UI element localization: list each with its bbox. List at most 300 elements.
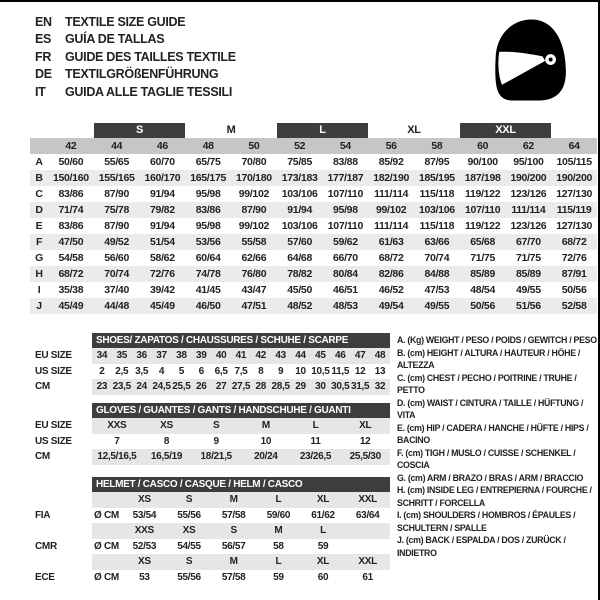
lang-title: GUIDE DES TAILLES TEXTILE [65, 49, 236, 64]
row-letter: I [37, 284, 41, 296]
value-cell: XS [160, 420, 173, 432]
measure-cell: 48/53 [332, 300, 358, 312]
row-values [92, 348, 390, 364]
value-cell: 10 [295, 365, 306, 377]
value-cell: 36 [136, 350, 147, 362]
value-cell: 58 [273, 540, 284, 552]
row-letter: F [35, 236, 43, 248]
lang-title: TEXTILE SIZE GUIDE [65, 14, 186, 29]
size-group-spacer [48, 123, 94, 138]
row-letter: A [35, 156, 43, 168]
measure-row-j [30, 298, 597, 314]
size-cell: 62 [522, 140, 534, 152]
measure-cell: 173/183 [281, 172, 318, 184]
value-cell: 46 [334, 350, 346, 362]
measure-cell: 103/106 [281, 188, 318, 200]
value-cell: 44 [295, 350, 306, 362]
lang-title: GUIDA ALLE TAGLIE TESSILI [65, 84, 233, 99]
measure-cell: 160/170 [144, 172, 181, 184]
value-cell: 10,5 [311, 365, 330, 377]
measure-cell: 82/86 [378, 268, 404, 280]
row-label [30, 492, 92, 508]
row-label [30, 523, 92, 539]
value-cell: 27,5 [231, 381, 251, 393]
value-cell: 6 [198, 365, 204, 377]
measure-row-b [30, 170, 597, 186]
textile-size-table [30, 122, 597, 314]
value-cell: L [275, 494, 282, 506]
measure-cell: 127/130 [556, 220, 593, 232]
value-cell: 23/26,5 [299, 451, 332, 463]
size-cell: 54 [339, 140, 351, 152]
value-cell: 61/62 [311, 509, 335, 521]
measure-cell: 70/80 [241, 156, 267, 168]
row-values [92, 449, 390, 465]
gloves-table [30, 403, 390, 465]
size-cell: 42 [65, 140, 77, 152]
value-cell: 45 [315, 350, 326, 362]
measure-cell: 68/72 [58, 268, 84, 280]
row-values [92, 570, 390, 586]
measure-cell: 80/84 [332, 268, 358, 280]
numeric-sizes-row [30, 138, 597, 154]
helmet-table [30, 477, 390, 585]
measure-cell: 115/118 [419, 188, 455, 200]
legend-item: J. (cm) BACK / ESPALDA / DOS / ZURÜCK / INDIETRO [397, 535, 566, 558]
measure-row-e [30, 218, 597, 234]
measure-cell: 99/102 [238, 220, 270, 232]
helmet-icon [484, 12, 574, 108]
row-values [92, 434, 390, 450]
lang-row-de [35, 66, 236, 84]
size-cell: 46 [156, 140, 168, 152]
value-cell: XL [359, 420, 372, 432]
size-group-xl: XL [407, 123, 421, 136]
value-cell: 24 [136, 381, 147, 393]
language-header [35, 13, 236, 101]
measure-cell: 85/92 [378, 156, 404, 168]
value-cell: 29 [295, 381, 306, 393]
measure-cell: 99/102 [375, 204, 407, 216]
value-cell: S [230, 525, 237, 537]
size-group-spacer [551, 123, 597, 138]
measure-cell: 103/106 [418, 204, 455, 216]
measure-cell: 47/53 [424, 284, 450, 296]
row-letter: B [35, 172, 43, 184]
value-cell: 16,5/19 [150, 451, 183, 463]
measure-cell: 49/55 [424, 300, 450, 312]
value-cell: XXL [358, 556, 377, 568]
size-label-row [30, 554, 390, 570]
measure-cell: 67/70 [515, 236, 541, 248]
size-cell: 44 [111, 140, 123, 152]
value-cell: 25,5/30 [349, 451, 381, 463]
row-eu-size [30, 348, 390, 364]
value-cell: 18/21,5 [200, 451, 232, 463]
unit-cell: Ø CM [94, 571, 119, 583]
value-cell: 4 [158, 365, 165, 377]
row-label: EU SIZE [35, 420, 72, 432]
value-cell: 9 [278, 365, 284, 377]
measure-cell: 170/180 [235, 172, 272, 184]
value-cell: XXS [134, 525, 154, 537]
legend-item: E. (cm) HIP / CADERA / HANCHE / HÜFTE / HIPS / BACINO [397, 422, 589, 445]
value-cell: XL [316, 556, 330, 568]
row-values [92, 523, 390, 539]
measure-cell: 47/50 [58, 236, 84, 248]
lang-row-en [35, 13, 236, 31]
value-cell: 12,5/16,5 [97, 451, 137, 463]
measure-cell: 53/56 [195, 236, 221, 248]
measure-cell: 187/198 [464, 172, 501, 184]
value-cell: XS [137, 494, 151, 506]
row-cm [30, 379, 390, 395]
value-cell: 48 [374, 350, 386, 362]
value-cell: 59/60 [266, 509, 291, 521]
measure-cell: 49/52 [104, 236, 130, 248]
measure-cell: 70/74 [104, 268, 130, 280]
row-letter: D [35, 204, 43, 216]
size-cell: 58 [431, 140, 443, 152]
row-cmr [30, 539, 390, 555]
row-values [92, 492, 390, 508]
row-letter: G [35, 252, 43, 264]
measure-cell: 61/63 [378, 236, 404, 248]
measure-cell: 70/74 [424, 252, 450, 264]
lang-row-it [35, 83, 236, 101]
value-cell: S [185, 556, 193, 568]
value-cell: 7 [114, 435, 120, 447]
body-measure-legend [397, 334, 599, 559]
shoes-table [30, 333, 390, 395]
row-values [92, 554, 390, 570]
measure-cell: 65/68 [470, 236, 496, 248]
measure-cell: 99/102 [238, 188, 270, 200]
measure-cell: 155/165 [98, 172, 135, 184]
measure-cell: 78/82 [287, 268, 313, 280]
value-cell: 55/56 [177, 509, 201, 521]
value-cell: 5 [178, 365, 184, 377]
value-cell: 60 [317, 571, 329, 583]
value-cell: 23 [96, 381, 108, 393]
measure-cell: 190/200 [556, 172, 593, 184]
value-cell: 3,5 [135, 365, 149, 377]
measure-cell: 50/56 [470, 300, 496, 312]
measure-cell: 68/72 [561, 236, 587, 248]
value-cell: 57/58 [221, 509, 246, 521]
measure-cell: 87/90 [104, 220, 130, 232]
measure-cell: 52/58 [561, 300, 587, 312]
measure-cell: 57/60 [287, 236, 313, 248]
value-cell: 53 [139, 571, 150, 583]
value-cell: 31,5 [350, 381, 370, 393]
value-cell: 37 [156, 350, 167, 362]
measure-row-h [30, 266, 597, 282]
measure-cell: 87/90 [104, 188, 130, 200]
value-cell: 2,5 [115, 365, 129, 377]
row-label: CM [35, 381, 50, 393]
measure-cell: 79/82 [149, 204, 175, 216]
measure-cell: 95/98 [195, 220, 221, 232]
measure-cell: 50/60 [58, 156, 84, 168]
measure-cell: 123/126 [510, 188, 547, 200]
measure-cell: 51/56 [515, 300, 541, 312]
value-cell: 12 [359, 435, 371, 447]
shoes-table-rows [30, 348, 390, 395]
value-cell: 11,5 [331, 365, 350, 377]
value-cell: 40 [215, 350, 227, 362]
measure-cell: 62/66 [241, 252, 267, 264]
size-cell: 60 [477, 140, 489, 152]
measure-cell: 49/55 [515, 284, 541, 296]
size-group-m: M [226, 123, 236, 136]
measure-cell: 75/78 [104, 204, 130, 216]
value-cell: 43 [275, 350, 286, 362]
value-cell: 24,5 [152, 381, 171, 393]
measure-cell: 60/70 [149, 156, 175, 168]
measure-cell: 87/90 [241, 204, 267, 216]
value-cell: XXS [107, 420, 127, 432]
value-cell: 27 [215, 381, 227, 393]
lang-code: ES [35, 32, 52, 47]
legend-item: F. (cm) TIGH / MUSLO / CUISSE / SCHENKEL / COSCIA [397, 447, 576, 470]
value-cell: 10 [260, 435, 272, 447]
row-values [92, 508, 390, 524]
legend-item: H. (cm) INSIDE LEG / ENTREPIERNA / FOURCHE / SCHRITT / FORCELLA [397, 485, 592, 508]
measure-cell: 45/49 [149, 300, 175, 312]
measure-cell: 91/94 [287, 204, 313, 216]
measure-cell: 60/64 [195, 252, 221, 264]
measure-cell: 185/195 [418, 172, 455, 184]
measure-row-i [30, 282, 597, 298]
lang-code: FR [35, 49, 52, 64]
value-cell: 56/57 [221, 540, 246, 552]
row-ece [30, 570, 390, 586]
value-cell: 23,5 [112, 381, 131, 393]
unit-cell: Ø CM [94, 509, 119, 521]
measure-row-a [30, 154, 597, 170]
size-cell: 64 [568, 140, 580, 152]
value-cell: 2 [99, 365, 105, 377]
measure-cell: 68/72 [378, 252, 404, 264]
value-cell: 39 [195, 350, 207, 362]
measure-cell: 85/89 [470, 268, 496, 280]
value-cell: 34 [96, 350, 108, 362]
measure-cell: 111/114 [511, 204, 546, 216]
measure-cell: 111/114 [374, 188, 409, 200]
legend-item: B. (cm) HEIGHT / ALTURA / HAUTEUR / HÖHE / ALTEZZA [397, 347, 581, 370]
legend-item: G. (cm) ARM / BRAZO / BRAS / ARM / BRACCIO [397, 472, 584, 483]
measure-cell: 115/118 [419, 220, 455, 232]
value-cell: 59 [273, 571, 284, 583]
measure-cell: 107/110 [464, 204, 501, 216]
measure-cell: 95/100 [513, 156, 544, 168]
value-cell: 13 [374, 365, 386, 377]
value-cell: 30 [315, 381, 326, 393]
value-cell: L [275, 556, 282, 568]
measure-row-c [30, 186, 597, 202]
row-letter: C [35, 188, 43, 200]
value-cell: 53/54 [132, 509, 157, 521]
gloves-table-rows [30, 418, 390, 465]
size-cell: 50 [248, 140, 260, 152]
measure-cell: 76/80 [241, 268, 267, 280]
value-cell: 8 [163, 435, 170, 447]
row-label: CMR [35, 540, 57, 552]
value-cell: XS [182, 525, 196, 537]
measure-cell: 107/110 [327, 220, 364, 232]
lang-row-fr [35, 48, 236, 66]
row-cm [30, 449, 390, 465]
lang-code: EN [35, 14, 52, 29]
measure-cell: 83/86 [58, 188, 84, 200]
size-cell: 56 [385, 140, 397, 152]
measure-cell: 71/75 [515, 252, 541, 264]
lang-title: GUÍA DE TALLAS [65, 32, 165, 47]
measure-cell: 50/56 [561, 284, 587, 296]
measure-cell: 91/94 [149, 188, 175, 200]
measure-cell: 59/62 [332, 236, 358, 248]
measure-cell: 49/54 [378, 300, 404, 312]
lang-code: DE [35, 67, 52, 82]
measure-cell: 44/48 [104, 300, 130, 312]
value-cell: M [261, 420, 270, 432]
measure-cell: 182/190 [373, 172, 410, 184]
measure-cell: 123/126 [510, 220, 547, 232]
row-label: CM [35, 451, 50, 463]
value-cell: 9 [213, 435, 219, 447]
value-cell: 28,5 [271, 381, 290, 393]
row-label: FIA [35, 509, 51, 521]
measure-cell: 46/52 [378, 284, 404, 296]
row-fia [30, 508, 390, 524]
value-cell: 25,5 [172, 381, 191, 393]
value-cell: 8 [258, 365, 264, 377]
measure-cell: 43/47 [241, 284, 267, 296]
measure-cell: 119/122 [464, 188, 501, 200]
value-cell: M [229, 556, 238, 568]
value-cell: 63/64 [355, 509, 380, 521]
measure-row-g [30, 250, 597, 266]
measure-row-f [30, 234, 597, 250]
measure-cell: 48/52 [287, 300, 313, 312]
row-label: EU SIZE [35, 350, 72, 362]
value-cell: 12 [354, 365, 366, 377]
measure-cell: 83/88 [332, 156, 358, 168]
measure-cell: 115/119 [556, 204, 592, 216]
measure-cell: 41/45 [195, 284, 221, 296]
row-values [92, 418, 390, 434]
row-eu-size [30, 418, 390, 434]
page-top-border [0, 0, 600, 2]
lang-title: TEXTILGRÖßENFÜHRUNG [65, 67, 219, 82]
measure-cell: 56/60 [104, 252, 130, 264]
legend-item: I. (cm) SHOULDERS / HOMBROS / ÉPAULES / SCHULTERN / SPALLE [397, 510, 576, 533]
measure-cell: 83/86 [58, 220, 84, 232]
value-cell: 32 [374, 381, 386, 393]
measure-cell: 65/75 [195, 156, 221, 168]
legend-item: A. (Kg) WEIGHT / PESO / POIDS / GEWITCH / PESO [397, 335, 597, 345]
unit-cell: Ø CM [94, 540, 119, 552]
measure-cell: 74/78 [195, 268, 221, 280]
measure-cell: 111/114 [374, 220, 409, 232]
size-cell: 52 [294, 140, 306, 152]
value-cell: 47 [354, 350, 366, 362]
measure-cell: 127/130 [556, 188, 593, 200]
measure-cell: 71/74 [58, 204, 84, 216]
value-cell: 52/53 [132, 540, 157, 552]
measure-cell: 37/40 [104, 284, 130, 296]
value-cell: 28 [255, 381, 267, 393]
measure-row-d [30, 202, 597, 218]
value-cell: L [312, 420, 319, 432]
measure-cell: 71/75 [470, 252, 496, 264]
measure-cell: 63/66 [424, 236, 450, 248]
size-group-xxl: XXL [460, 123, 552, 138]
measure-cell: 103/106 [281, 220, 318, 232]
size-group-l: L [277, 123, 369, 138]
measure-cell: 46/51 [332, 284, 358, 296]
row-label: US SIZE [35, 365, 72, 377]
row-letter: H [35, 268, 43, 280]
value-cell: 61 [362, 571, 373, 583]
value-cell: 35 [116, 350, 128, 362]
measure-cell: 51/54 [149, 236, 175, 248]
measure-cell: 58/62 [149, 252, 175, 264]
size-label-row [30, 523, 390, 539]
measure-cell: 54/58 [58, 252, 84, 264]
value-cell: 30,5 [331, 381, 350, 393]
measure-cell: 107/110 [327, 188, 364, 200]
measure-cell: 95/98 [195, 188, 221, 200]
measure-cell: 165/175 [190, 172, 227, 184]
measure-cell: 119/122 [464, 220, 501, 232]
value-cell: 42 [255, 350, 267, 362]
value-cell: XL [316, 494, 330, 506]
value-cell: S [212, 420, 220, 432]
lang-code: IT [35, 84, 46, 99]
measure-cell: 85/89 [515, 268, 541, 280]
row-letter: J [36, 300, 42, 312]
row-label: ECE [35, 571, 55, 583]
measure-cell: 150/160 [52, 172, 89, 184]
value-cell: 57/58 [221, 571, 246, 583]
legend-item: D. (cm) WAIST / CINTURA / TAILLE / HÜFTUNG / VITA [397, 397, 584, 420]
value-cell: 54/55 [177, 540, 201, 552]
measure-cell: 87/95 [424, 156, 450, 168]
measure-cell: 90/100 [467, 156, 498, 168]
measure-cell: 47/51 [241, 300, 267, 312]
measure-cell: 190/200 [510, 172, 547, 184]
measure-cell: 84/88 [424, 268, 450, 280]
row-us-size [30, 434, 390, 450]
row-label [30, 554, 92, 570]
measure-cell: 83/86 [195, 204, 221, 216]
measure-cell: 177/187 [327, 172, 364, 184]
value-cell: S [185, 494, 193, 506]
measure-cell: 39/42 [149, 284, 175, 296]
value-cell: XXL [358, 494, 377, 506]
measure-cell: 45/50 [287, 284, 313, 296]
shoes-table-title: SHOES/ ZAPATOS / CHAUSSURES / SCHUHE / SCARPE [92, 333, 390, 348]
value-cell: 11 [310, 435, 321, 447]
row-values [92, 539, 390, 555]
size-group-row [30, 122, 597, 138]
value-cell: 59 [317, 540, 329, 552]
measure-cell: 46/50 [195, 300, 221, 312]
measure-cell: 105/115 [556, 156, 592, 168]
row-values [92, 364, 390, 380]
